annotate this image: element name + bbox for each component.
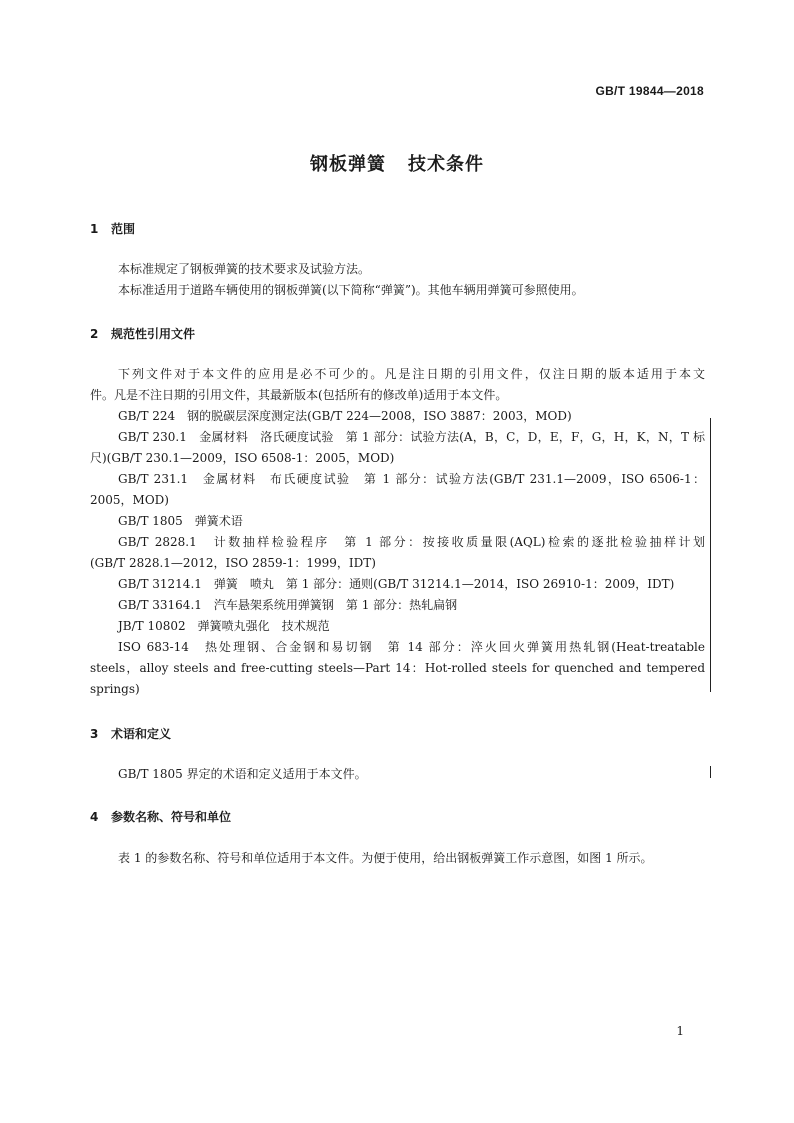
section-number: 3 [90, 727, 99, 741]
section-heading-terms [90, 725, 171, 742]
section-title: 术语和定义 [111, 727, 172, 741]
reference-item: GB/T 2828.1 计数抽样检验程序 第 1 部分：按接收质量限(AQL)检索的逐批检验抽样计划 [118, 535, 705, 549]
reference-item-continuation: steels，alloy steels and free-cutting steels—Part 14：Hot-rolled steels for quenched and tempered [90, 661, 705, 675]
section-title: 范围 [111, 222, 136, 236]
standard-number: GB/T 19844—2018 [595, 84, 704, 98]
scope-paragraph-1: 本标准规定了钢板弹簧的技术要求及试验方法。 [118, 262, 371, 276]
reference-item-continuation: 尺)(GB/T 230.1—2009，ISO 6508-1：2005，MOD) [90, 451, 395, 465]
section-heading-normative-references [90, 325, 195, 342]
terms-paragraph: GB/T 1805 界定的术语和定义适用于本文件。 [118, 767, 367, 781]
reference-item: GB/T 230.1 金属材料 洛氏硬度试验 第 1 部分：试验方法(A，B，C，D，E，F，G，H，K，N，T 标 [118, 430, 705, 444]
reference-item: GB/T 33164.1 汽车悬架系统用弹簧钢 第 1 部分：热轧扁钢 [118, 598, 458, 612]
section-title: 规范性引用文件 [111, 327, 196, 341]
page-number: 1 [676, 1024, 684, 1038]
document-title [0, 150, 794, 176]
change-bar [710, 766, 711, 778]
reference-item: JB/T 10802 弹簧喷丸强化 技术规范 [118, 619, 330, 633]
reference-item-continuation: springs) [90, 682, 140, 696]
title-part-2: 技术条件 [408, 154, 484, 175]
section-number: 1 [90, 222, 99, 236]
reference-item: ISO 683-14 热处理钢、合金钢和易切钢 第 14 部分：淬火回火弹簧用热轧钢(Heat-treatable [118, 640, 705, 654]
normative-intro-line-2: 件。凡是不注日期的引用文件，其最新版本(包括所有的修改单)适用于本文件。 [90, 388, 508, 402]
reference-item: GB/T 224 钢的脱碳层深度测定法(GB/T 224—2008，ISO 3887：2003，MOD) [118, 409, 572, 423]
reference-item-continuation: (GB/T 2828.1—2012，ISO 2859-1：1999，IDT) [90, 556, 376, 570]
reference-item-continuation: 2005，MOD) [90, 493, 169, 507]
section-title: 参数名称、符号和单位 [111, 810, 232, 824]
scope-paragraph-2: 本标准适用于道路车辆使用的钢板弹簧(以下简称“弹簧”)。其他车辆用弹簧可参照使用。 [118, 283, 584, 297]
section-number: 4 [90, 810, 99, 824]
section-number: 2 [90, 327, 99, 341]
reference-item: GB/T 231.1 金属材料 布氏硬度试验 第 1 部分：试验方法(GB/T 231.1—2009，ISO 6506-1： [118, 472, 705, 486]
parameters-paragraph: 表 1 的参数名称、符号和单位适用于本文件。为便于使用，给出钢板弹簧工作示意图，如图 1 所示。 [118, 851, 653, 865]
section-heading-scope [90, 220, 135, 237]
reference-item: GB/T 31214.1 弹簧 喷丸 第 1 部分：通则(GB/T 31214.1—2014，ISO 26910-1：2009，IDT) [118, 577, 675, 591]
normative-intro-line-1: 下列文件对于本文件的应用是必不可少的。凡是注日期的引用文件，仅注日期的版本适用于本文 [118, 367, 705, 381]
change-bar [710, 418, 711, 692]
section-heading-parameters [90, 808, 231, 825]
reference-item: GB/T 1805 弹簧术语 [118, 514, 243, 528]
title-part-1: 钢板弹簧 [310, 154, 386, 175]
